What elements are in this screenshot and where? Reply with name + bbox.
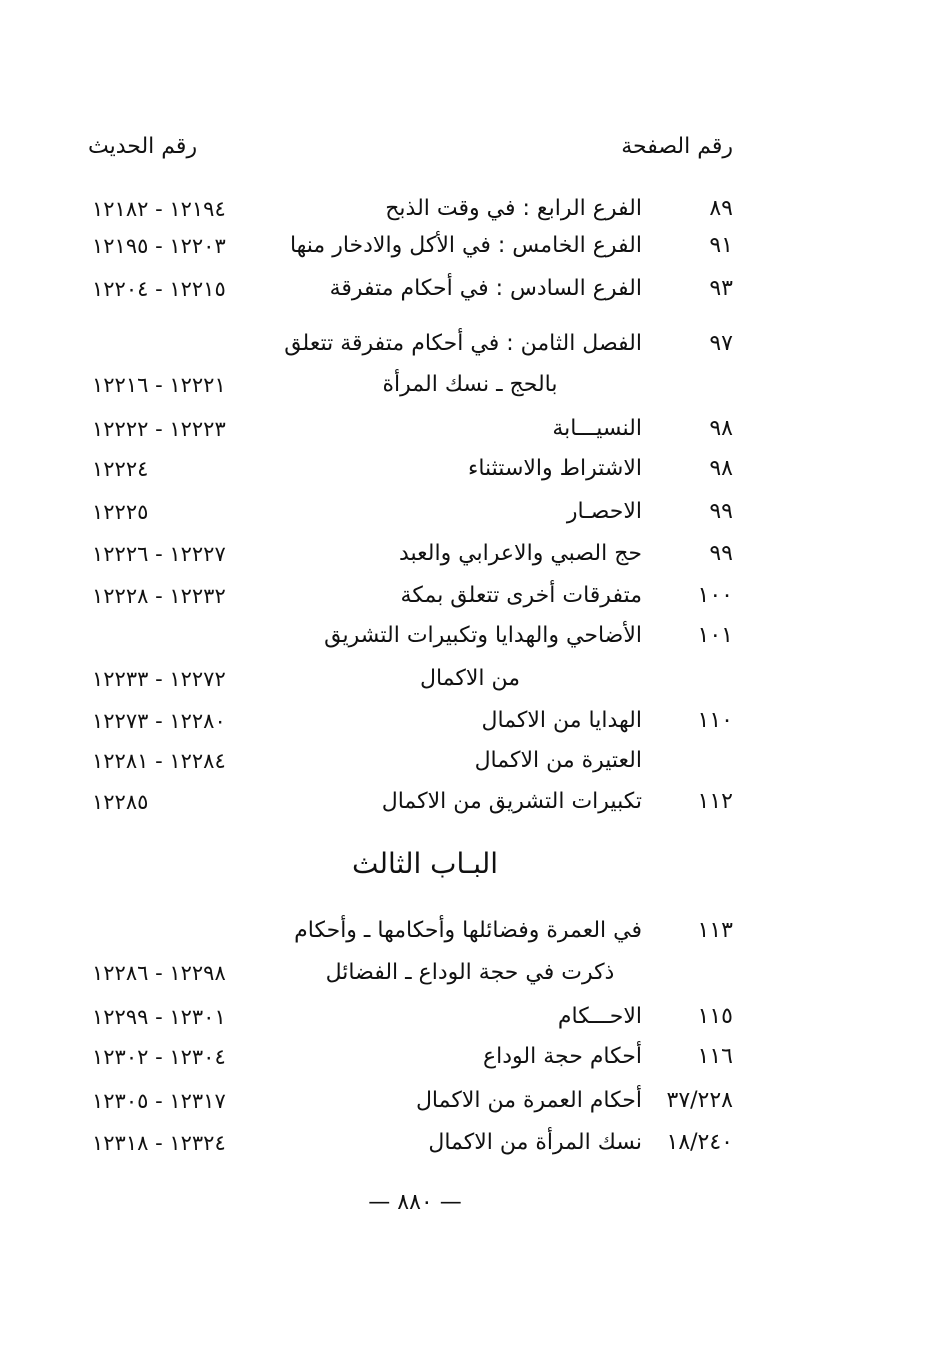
index-row (0, 954, 940, 992)
row-title: الفرع السادس : في أحكام متفرقة (329, 276, 642, 301)
row-hadith-range: ١٢٢٢٤ (92, 457, 149, 481)
row-hadith-range: ١٢٢٠٣ - ١٢١٩٥ (92, 234, 226, 258)
index-row (0, 366, 940, 404)
index-row (0, 660, 940, 698)
row-title: الفرع الرابع : في وقت الذبح (385, 196, 642, 221)
index-row (0, 535, 940, 573)
hadith-number-column-header: رقم الحديث (88, 134, 198, 159)
row-title: بالحج ـ نسك المرأة (382, 372, 558, 397)
row-title: الاحـــكام (557, 1004, 642, 1029)
section-heading-text: البـاب الثالث (351, 847, 499, 880)
row-title: العتيرة من الاكمال (474, 748, 642, 773)
index-row (0, 190, 940, 228)
index-row (0, 742, 940, 780)
row-hadith-range: ١٢٣٠١ - ١٢٢٩٩ (92, 1005, 226, 1029)
row-hadith-range: ١٢٢٢٥ (92, 500, 149, 524)
row-title: تكبيرات التشريق من الاكمال (381, 789, 642, 814)
row-page-number: ١١٦ (697, 1044, 733, 1069)
row-hadith-range: ١٢٢٩٨ - ١٢٢٨٦ (92, 961, 226, 985)
row-title: النسيـــابة (552, 416, 642, 441)
row-title: الاشتراط والاستثناء (467, 456, 642, 481)
row-title: الاحصـار (566, 499, 642, 524)
index-row (0, 450, 940, 488)
row-hadith-range: ١٢٣٢٤ - ١٢٣١٨ (92, 1131, 226, 1155)
row-hadith-range: ١٢٢٣٢ - ١٢٢٢٨ (92, 584, 226, 608)
row-page-number: ١٨/٢٤٠ (666, 1130, 733, 1155)
row-page-number: ٩٨ (709, 456, 733, 481)
row-hadith-range: ١٢١٩٤ - ١٢١٨٢ (92, 197, 226, 221)
page-footer (0, 1186, 940, 1220)
row-hadith-range: ١٢٢١٥ - ١٢٢٠٤ (92, 277, 226, 301)
row-hadith-range: ١٢٢٢١ - ١٢٢١٦ (92, 373, 226, 397)
row-page-number: ٨٩ (709, 196, 733, 221)
row-title: من الاكمال (419, 666, 521, 691)
row-title: الأضاحي والهدايا وتكبيرات التشريق (324, 623, 642, 648)
row-hadith-range: ١٢٢٨٥ (92, 790, 149, 814)
row-title: حج الصبي والاعرابي والعبد (398, 541, 642, 566)
row-title: الهدايا من الاكمال (481, 708, 642, 733)
row-page-number: ١٠٠ (697, 583, 733, 608)
index-row (0, 912, 940, 950)
index-row (0, 1082, 940, 1120)
index-row (0, 493, 940, 531)
row-title: أحكام العمرة من الاكمال (415, 1088, 642, 1113)
index-row (0, 617, 940, 655)
row-title: نسك المرأة من الاكمال (428, 1130, 642, 1155)
index-row (0, 998, 940, 1036)
row-page-number: ١١٥ (697, 1004, 733, 1029)
row-page-number: ٩٩ (709, 499, 733, 524)
row-title: أحكام حجة الوداع (483, 1044, 642, 1069)
row-title: في العمرة وفضائلها وأحكامها ـ وأحكام (294, 918, 642, 943)
index-row (0, 325, 940, 363)
page-number-column-header: رقم الصفحة (621, 134, 733, 159)
row-page-number: ١١٢ (697, 789, 733, 814)
row-page-number: ٩٨ (709, 416, 733, 441)
row-page-number: ٩٧ (709, 331, 733, 356)
index-row (0, 1124, 940, 1162)
row-hadith-range: ١٢٢٢٣ - ١٢٢٢٢ (92, 417, 226, 441)
index-row (0, 410, 940, 448)
row-hadith-range: ١٢٢٧٢ - ١٢٢٣٣ (92, 667, 226, 691)
row-hadith-range: ١٢٢٢٧ - ١٢٢٢٦ (92, 542, 226, 566)
index-row (0, 702, 940, 740)
page-number: — ٨٨٠ — (368, 1190, 462, 1215)
row-hadith-range: ١٢٢٨٤ - ١٢٢٨١ (92, 749, 226, 773)
row-hadith-range: ١٢٣١٧ - ١٢٣٠٥ (92, 1089, 226, 1113)
row-title: متفرقات أخرى تتعلق بمكة (400, 583, 642, 608)
index-row (0, 270, 940, 308)
index-row (0, 577, 940, 615)
row-page-number: ١١٣ (697, 918, 733, 943)
row-page-number: ١٠١ (697, 623, 733, 648)
row-title: الفصل الثامن : في أحكام متفرقة تتعلق (284, 331, 642, 356)
index-row (0, 1038, 940, 1076)
index-row (0, 227, 940, 265)
row-page-number: ٩١ (709, 233, 733, 258)
section-heading (0, 842, 940, 886)
row-hadith-range: ١٢٢٨٠ - ١٢٢٧٣ (92, 709, 226, 733)
row-hadith-range: ١٢٣٠٤ - ١٢٣٠٢ (92, 1045, 226, 1069)
index-row (0, 783, 940, 821)
row-page-number: ٣٧/٢٢٨ (666, 1088, 733, 1113)
row-page-number: ١١٠ (697, 708, 733, 733)
row-title: الفرع الخامس : في الأكل والادخار منها (289, 233, 642, 258)
row-title: ذكرت في حجة الوداع ـ الفضائل (325, 960, 615, 985)
row-page-number: ٩٣ (709, 276, 733, 301)
row-page-number: ٩٩ (709, 541, 733, 566)
